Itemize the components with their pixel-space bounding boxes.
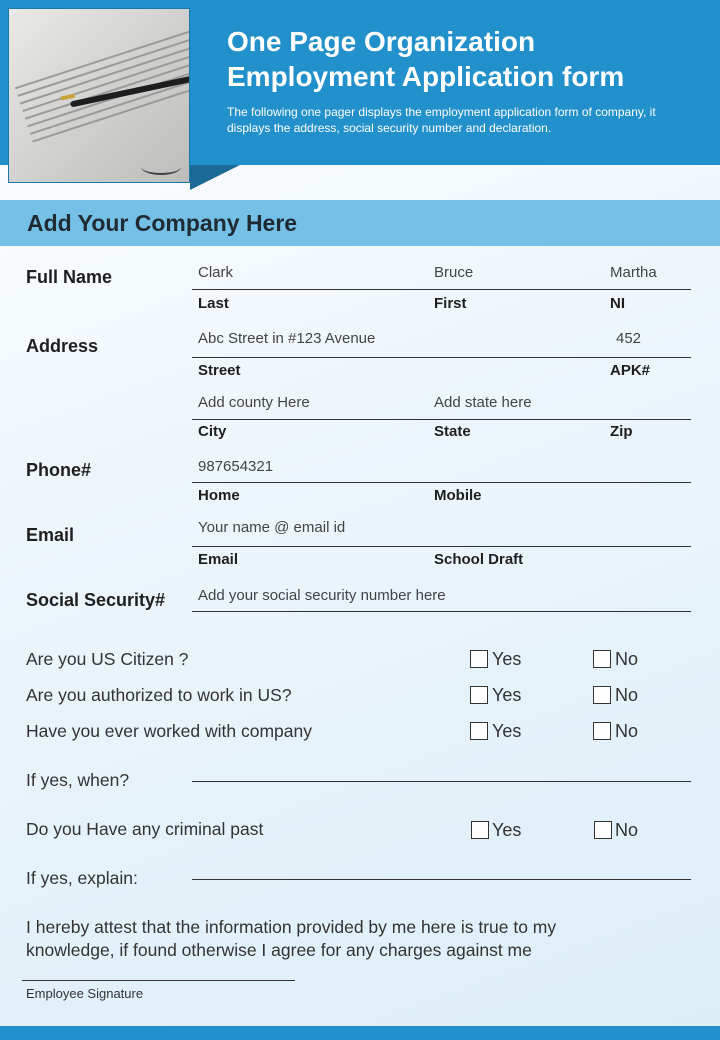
signature-label: Employee Signature <box>26 986 144 1001</box>
street-field[interactable]: Abc Street in #123 Avenue <box>198 330 376 347</box>
email-label: Email <box>26 525 75 545</box>
criminal-no-label: No <box>615 820 639 840</box>
apk-sublabel: APK# <box>610 362 651 379</box>
ni-sublabel: NI <box>610 295 625 312</box>
ssn-label: Social Security# <box>26 590 166 610</box>
address-label: Address <box>26 336 99 356</box>
worked-yes-label: Yes <box>492 721 522 741</box>
header-corner-fold <box>190 165 240 190</box>
criminal-yes-checkbox[interactable] <box>471 821 489 839</box>
email-field[interactable]: Your name @ email id <box>198 519 346 536</box>
email-underline <box>192 546 691 547</box>
email-sublabel: Email <box>198 551 239 568</box>
phone-label: Phone# <box>26 460 92 480</box>
attestation-text: I hereby attest that the information provided by me here is true to my knowledge, if found otherwise I agree for any charges against me <box>26 917 557 960</box>
street-sublabel: Street <box>198 362 241 379</box>
page-title: One Page Organization Employment Application form <box>227 26 625 92</box>
ssn-field[interactable]: Add your social security number here <box>198 587 446 604</box>
if-yes-when-label: If yes, when? <box>26 770 130 790</box>
home-phone-field[interactable]: 987654321 <box>198 458 274 475</box>
footer-bar <box>0 1026 720 1040</box>
first-sublabel: First <box>434 295 467 312</box>
last-sublabel: Last <box>198 295 229 312</box>
worked-no-label: No <box>615 721 639 741</box>
worked-no-checkbox[interactable] <box>593 722 611 740</box>
if-yes-explain-label: If yes, explain: <box>26 868 138 888</box>
page-subtitle: The following one pager displays the employment application form of company, it displays the address, social security number and declaration. <box>227 105 656 135</box>
document-pen-photo <box>8 8 190 183</box>
worked-question: Have you ever worked with company <box>26 721 312 741</box>
phone-underline <box>192 482 691 483</box>
authorized-no-label: No <box>615 685 639 705</box>
company-bar <box>0 200 720 246</box>
city-sublabel: City <box>198 423 227 440</box>
if-yes-explain-field[interactable] <box>192 879 691 880</box>
if-yes-when-field[interactable] <box>192 781 691 782</box>
name-underline <box>192 289 691 290</box>
citizen-no-label: No <box>615 649 639 669</box>
authorized-question: Are you authorized to work in US? <box>26 685 292 705</box>
ni-field[interactable]: Martha <box>610 264 657 281</box>
ssn-underline <box>192 611 691 612</box>
criminal-no-checkbox[interactable] <box>594 821 612 839</box>
authorized-yes-label: Yes <box>492 685 522 705</box>
city-underline <box>192 419 691 420</box>
citizen-no-checkbox[interactable] <box>593 650 611 668</box>
criminal-question: Do you Have any criminal past <box>26 819 264 839</box>
citizen-question: Are you US Citizen ? <box>26 649 189 669</box>
citizen-yes-checkbox[interactable] <box>470 650 488 668</box>
city-field[interactable]: Add county Here <box>198 394 310 411</box>
authorized-yes-checkbox[interactable] <box>470 686 488 704</box>
signature-line[interactable] <box>22 980 295 981</box>
zip-sublabel: Zip <box>610 423 633 440</box>
home-sublabel: Home <box>198 487 240 504</box>
first-name-field[interactable]: Bruce <box>434 264 474 281</box>
school-draft-sublabel: School Draft <box>434 551 524 568</box>
citizen-yes-label: Yes <box>492 649 522 669</box>
worked-yes-checkbox[interactable] <box>470 722 488 740</box>
state-field[interactable]: Add state here <box>434 394 532 411</box>
company-name: Add Your Company Here <box>27 210 298 236</box>
last-name-field[interactable]: Clark <box>198 264 234 281</box>
mobile-sublabel: Mobile <box>434 487 482 504</box>
full-name-label: Full Name <box>26 267 113 287</box>
apk-field[interactable]: 452 <box>616 330 642 347</box>
criminal-yes-label: Yes <box>492 820 522 840</box>
authorized-no-checkbox[interactable] <box>593 686 611 704</box>
state-sublabel: State <box>434 423 471 440</box>
street-underline <box>192 357 691 358</box>
